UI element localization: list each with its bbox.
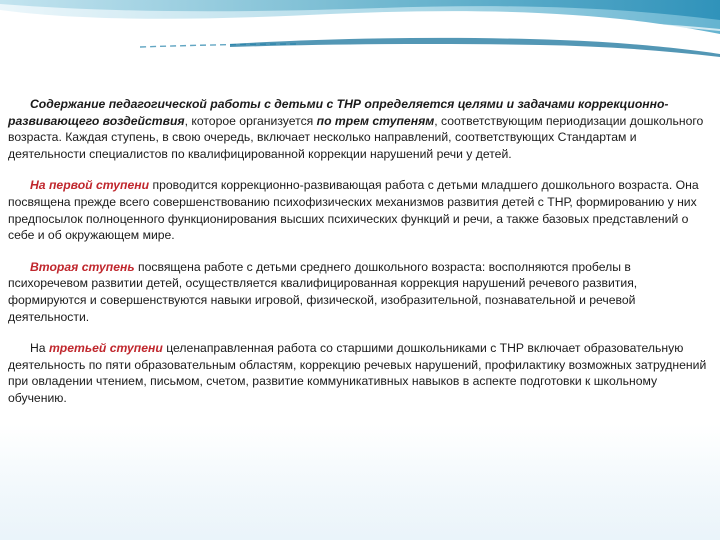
intro-emphasis: по трем ступеням — [316, 113, 435, 128]
paragraph-first-stage — [8, 177, 708, 243]
first-stage-heading: На первой ступени — [30, 178, 150, 193]
paragraph-second-stage — [8, 259, 708, 325]
second-stage-heading: Вторая ступень — [30, 259, 135, 274]
intro-text-before: , которое организуется — [184, 113, 317, 128]
intro-lead-emphasis: Содержание педагогической работы с детьми с ТНР определяется целями и задачами коррекционно-развивающего воздействия — [8, 97, 669, 128]
main-content — [8, 96, 708, 422]
third-stage-heading: третьей ступени — [48, 341, 163, 356]
third-stage-text: целенаправленная работа со старшими дошкольниками с ТНР включает образовательную деятельность по пяти образовательным областям, коррекцию речевых нарушений, профилактику возможных затруднений при овладении чтением, письмом, счетом, развитие коммуникативных навыков в аспекте подготовки к школьному обучению. — [8, 341, 707, 405]
first-stage-text: проводится коррекционно-развивающая работа с детьми младшего дошкольного возраста. Она посвящена прежде всего совершенствованию психофизических механизмов развития детей с ТНР, формированию у них предпосылок полноценного функционирования высших психических функций и речи, а также базовых представлений о себе и об окружающем мире. — [8, 178, 699, 243]
paragraph-intro — [8, 96, 708, 162]
footer-glow — [0, 430, 720, 540]
intro-text-after: , соответствующим периодизации дошкольного возраста. Каждая ступень, в свою очередь, включает несколько направлений, соответствующих Стандартам и деятельности специалистов по квалифицированной коррекции нарушений речи у детей. — [8, 113, 704, 161]
third-stage-prefix: На — [30, 341, 49, 356]
header-wave-banner — [0, 0, 720, 70]
paragraph-third-stage — [8, 340, 708, 406]
second-stage-text: посвящена работе с детьми среднего дошкольного возраста: восполняются пробелы в психоречевом развитии детей, осуществляется квалифицированная коррекция нарушений речевого развития, формируются и совершенствуются навыки игровой, физической, изобразительной, познавательной и речевой деятельности. — [8, 259, 638, 324]
